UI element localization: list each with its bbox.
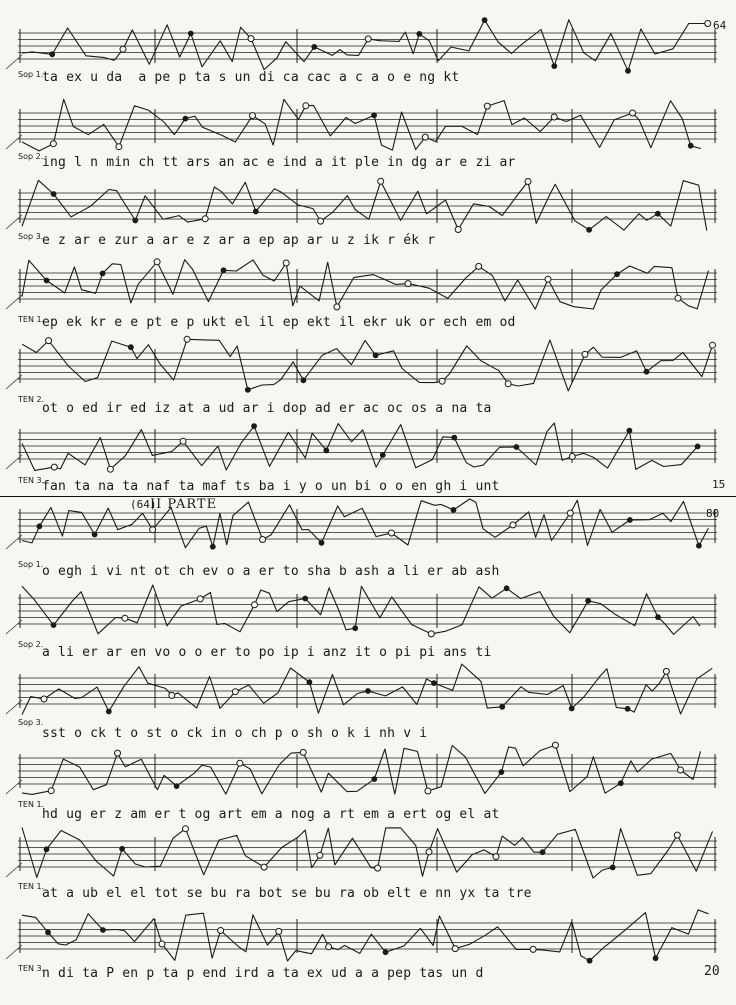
note-head xyxy=(618,781,623,786)
voice-label: Sop 2. xyxy=(18,640,44,649)
note-head xyxy=(183,826,189,832)
note-head xyxy=(504,586,509,591)
section-2-title: II PARTE xyxy=(150,497,218,512)
note-head xyxy=(389,530,395,536)
note-head xyxy=(245,387,250,392)
melodic-contour xyxy=(22,260,709,309)
note-head xyxy=(505,381,511,387)
note-head xyxy=(695,444,700,449)
note-head xyxy=(552,64,557,69)
note-head xyxy=(452,435,457,440)
note-head xyxy=(373,353,378,358)
note-head xyxy=(184,336,190,342)
note-head xyxy=(674,832,680,838)
note-head xyxy=(678,767,684,773)
voice-label: Sop 2. xyxy=(18,152,44,161)
lyric-line: fan ta na ta naf ta maf ts ba i y o un bi o o en gh i unt xyxy=(42,479,500,494)
note-head xyxy=(366,689,371,694)
note-head xyxy=(122,615,128,621)
note-head xyxy=(154,259,160,265)
note-head xyxy=(174,784,179,789)
note-head xyxy=(426,849,432,855)
voice-label: Sop 3. xyxy=(18,718,44,727)
note-head xyxy=(41,696,47,702)
note-head xyxy=(210,544,215,549)
lyric-line: hd ug er z am er t og art em a nog a rt em a ert og el at xyxy=(42,807,500,822)
note-head xyxy=(197,596,203,602)
note-head xyxy=(476,263,482,269)
note-head xyxy=(375,865,381,871)
lyric-line: ot o ed ir ed iz at a ud ar i dop ad er ac oc os a na ta xyxy=(42,401,492,416)
note-head xyxy=(655,211,660,216)
note-head xyxy=(307,680,312,685)
melodic-contour xyxy=(22,745,701,794)
melodic-contour xyxy=(22,827,713,878)
note-head xyxy=(50,52,55,57)
note-head xyxy=(452,946,458,952)
note-head xyxy=(675,295,681,301)
note-head xyxy=(51,623,56,628)
note-head xyxy=(582,351,588,357)
melodic-contour xyxy=(22,339,713,391)
note-head xyxy=(510,522,516,528)
melodic-contour xyxy=(22,910,709,961)
note-head xyxy=(334,304,340,310)
note-head xyxy=(317,852,323,858)
note-head xyxy=(303,103,309,109)
section-2-rehearsal-mark: (64) xyxy=(130,498,157,511)
voice-label: TEN 1. xyxy=(18,315,45,324)
lyric-line: sst o ck t o st o ck in o ch p o sh o k i nh v i xyxy=(42,726,428,741)
note-head xyxy=(422,134,428,140)
melodic-contour xyxy=(22,585,700,634)
note-head xyxy=(133,218,138,223)
section-divider xyxy=(0,496,736,497)
note-head xyxy=(232,689,238,695)
note-head xyxy=(514,445,519,450)
note-head xyxy=(301,378,306,383)
note-head xyxy=(50,141,56,147)
note-head xyxy=(115,750,121,756)
note-head xyxy=(46,338,52,344)
note-head xyxy=(150,527,156,533)
note-head xyxy=(319,540,324,545)
note-head xyxy=(120,846,125,851)
note-head xyxy=(303,596,308,601)
note-head xyxy=(372,777,377,782)
note-head xyxy=(455,227,461,233)
lyric-line: o egh i vi nt ot ch ev o a er to sha b ash a li er ab ash xyxy=(42,564,500,579)
note-head xyxy=(383,950,388,955)
note-head xyxy=(372,113,377,118)
note-head xyxy=(101,928,106,933)
note-head xyxy=(221,268,226,273)
note-head xyxy=(44,278,49,283)
voice-label: TEN 1. xyxy=(18,800,45,809)
note-head xyxy=(697,543,702,548)
note-head xyxy=(540,850,545,855)
note-head xyxy=(326,944,332,950)
page-number: 64 xyxy=(713,19,727,32)
note-head xyxy=(169,692,175,698)
note-head xyxy=(500,704,505,709)
note-head xyxy=(484,103,490,109)
note-head xyxy=(451,508,456,513)
note-head xyxy=(663,668,669,674)
note-head xyxy=(188,31,193,36)
voice-label: Sop 3. xyxy=(18,232,44,241)
note-head xyxy=(353,626,358,631)
note-head xyxy=(615,272,620,277)
section-2-bar-number-end: 20 xyxy=(704,964,720,979)
note-head xyxy=(253,209,258,214)
lyric-line: a li er ar en vo o o er to po ip i anz it o pi pi ans ti xyxy=(42,645,492,660)
note-head xyxy=(129,345,134,350)
note-head xyxy=(120,46,126,52)
lyric-line: ing l n min ch tt ars an ac e ind a it ple in dg ar e zi ar xyxy=(42,155,516,170)
note-head xyxy=(51,464,57,470)
melodic-contour xyxy=(22,99,701,151)
note-head xyxy=(552,742,558,748)
note-head xyxy=(378,178,384,184)
note-head xyxy=(107,466,113,472)
note-head xyxy=(202,216,208,222)
note-head xyxy=(300,749,306,755)
lyric-line: n di ta P en p ta p end ird a ta ex ud a a pep tas un d xyxy=(42,966,484,981)
note-head xyxy=(250,113,256,119)
voice-label: TEN 3. xyxy=(18,964,45,973)
note-head xyxy=(482,18,487,23)
lyric-line: ep ek kr e e pt e p ukt el il ep ekt il ekr uk or ech em od xyxy=(42,315,516,330)
note-head xyxy=(627,428,632,433)
note-head xyxy=(51,192,56,197)
note-head xyxy=(530,946,536,952)
note-head xyxy=(545,276,551,282)
note-head xyxy=(587,958,592,963)
note-head xyxy=(183,116,188,121)
note-head xyxy=(425,788,431,794)
note-head xyxy=(116,144,122,150)
note-head xyxy=(92,532,97,537)
note-head xyxy=(106,709,111,714)
note-head xyxy=(237,760,243,766)
note-head xyxy=(252,602,258,608)
lyric-line: ta ex u da a pe p ta s un di ca cac a c a o e ng kt xyxy=(42,70,460,85)
note-head xyxy=(439,378,445,384)
note-head xyxy=(710,342,716,348)
note-head xyxy=(44,847,49,852)
note-head xyxy=(276,928,282,934)
note-head xyxy=(525,179,531,185)
note-head xyxy=(318,218,324,224)
note-head xyxy=(653,956,658,961)
voice-label: Sop 1. xyxy=(18,560,44,569)
melodic-contour xyxy=(22,20,708,71)
note-head xyxy=(688,143,693,148)
note-head xyxy=(260,537,266,543)
note-head xyxy=(587,227,592,232)
section-1-bar-number-end: 15 xyxy=(712,478,726,491)
note-head xyxy=(48,788,54,794)
note-head xyxy=(100,271,105,276)
melodic-contour xyxy=(22,423,698,470)
note-head xyxy=(252,424,257,429)
note-head xyxy=(628,518,633,523)
note-head xyxy=(405,281,411,287)
note-head xyxy=(569,706,574,711)
note-head xyxy=(569,454,575,460)
voice-label: Sop 1. xyxy=(18,70,44,79)
note-head xyxy=(432,681,437,686)
note-head xyxy=(656,615,661,620)
note-head xyxy=(644,369,649,374)
note-head xyxy=(159,941,165,947)
note-head xyxy=(261,864,267,870)
note-head xyxy=(705,21,711,27)
note-head xyxy=(324,448,329,453)
note-head xyxy=(625,706,630,711)
note-head xyxy=(630,110,636,116)
voice-label: TEN 1. xyxy=(18,882,45,891)
melodic-contour xyxy=(22,499,708,548)
note-head xyxy=(180,438,186,444)
note-head xyxy=(551,114,557,120)
voice-label: TEN 2. xyxy=(18,395,45,404)
note-head xyxy=(499,770,504,775)
lyric-line: at a ub el el tot se bu ra bot se bu ra ob elt e nn yx ta tre xyxy=(42,886,532,901)
note-head xyxy=(493,854,499,860)
note-head xyxy=(610,865,615,870)
note-head xyxy=(428,631,434,637)
note-head xyxy=(417,32,422,37)
voice-label: TEN 3. xyxy=(18,476,45,485)
note-head xyxy=(365,36,371,42)
note-head xyxy=(380,453,385,458)
note-head xyxy=(46,930,51,935)
note-head xyxy=(567,510,573,516)
section-2-bar-number-start: 80 xyxy=(706,507,720,520)
lyric-line: e z ar e zur a ar e z ar a ep ap ar u z ik r ék r xyxy=(42,233,436,248)
note-head xyxy=(312,45,317,50)
melodic-contour xyxy=(22,180,707,230)
note-head xyxy=(248,36,254,42)
note-head xyxy=(283,260,289,266)
note-head xyxy=(586,598,591,603)
note-head xyxy=(218,928,224,934)
note-head xyxy=(37,524,42,529)
